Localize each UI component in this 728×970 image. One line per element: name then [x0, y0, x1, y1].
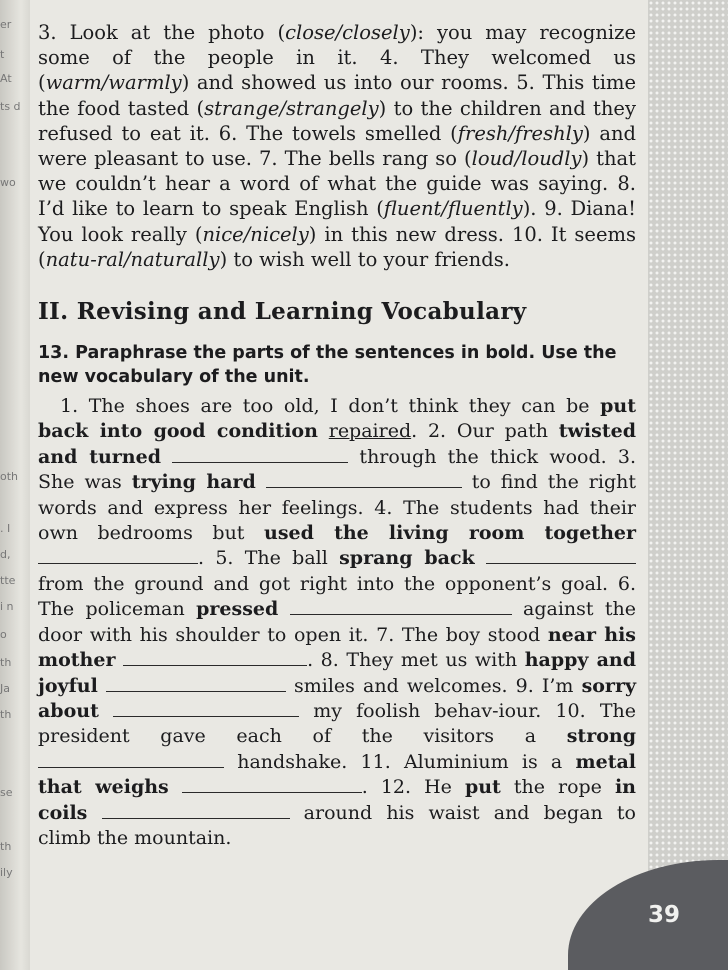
word-option: warm/warmly [45, 71, 182, 95]
answer-blank[interactable] [266, 472, 462, 488]
margin-fragment: tte [0, 574, 16, 587]
margin-fragment: wo [0, 176, 16, 189]
answer-blank[interactable] [113, 701, 299, 717]
margin-fragment: th [0, 708, 12, 721]
page-number: 39 [647, 902, 680, 928]
answer-blank[interactable] [102, 803, 290, 819]
margin-fragment: er [0, 18, 12, 31]
exercise-12-continuation: 3. Look at the photo (close/closely): you may recognize some of the people in it. 4. They welcomed us (warm/warmly) and showed us into our rooms. 5. This time the food tasted (strange/strangely) to the children and they refused to eat it. 6. The towels smelled (fresh/freshly) and were pleasant to use. 7. The bells rang so (loud/loudly) that we couldn’t hear a word of what the guide was saying. 8. I’d like to learn to speak English (fluent/fluently). 9. Diana! You look really (nice/nicely) in this new dress. 10. It seems (natu-ral/naturally) to wish well to your friends. [38, 21, 637, 271]
margin-fragment: ily [0, 866, 13, 879]
answer-blank[interactable] [486, 548, 636, 564]
margin-fragment: th [0, 656, 12, 669]
answer-blank[interactable] [172, 447, 348, 463]
margin-fragment: th [0, 840, 12, 853]
margin-fragment: . I [0, 522, 11, 535]
margin-fragment: ts d [0, 100, 21, 113]
page-content [38, 20, 636, 851]
margin-fragment: o [0, 628, 7, 641]
margin-fragment: t [0, 48, 5, 61]
margin-fragment: oth [0, 470, 19, 483]
word-option: loud/loudly [471, 147, 582, 171]
word-option: natu-ral/naturally [45, 247, 220, 271]
margin-fragment: d, [0, 548, 11, 561]
word-option: close/closely [285, 21, 410, 44]
word-option: fresh/freshly [457, 121, 583, 145]
margin-fragment: At [0, 72, 12, 85]
answer-blank[interactable] [38, 752, 224, 768]
answer-blank[interactable] [106, 676, 286, 692]
word-option: fluent/fluently [383, 197, 523, 221]
decorative-dot-pattern [648, 0, 728, 880]
textbook-page [30, 0, 728, 970]
margin-fragment: Ja [0, 682, 10, 695]
answer-blank[interactable] [38, 548, 198, 564]
answer-blank[interactable] [290, 599, 512, 615]
word-option: strange/strangely [204, 96, 379, 120]
exercise-13-body: 1. The shoes are too old, I don’t think they can be put back into good condition repaired. 2. Our path twisted and turned through the thick wood. 3. She was trying hard to find the right words and express her feelings. 4. The students had their own bedrooms but used the living room together . 5. The ball sprang back from the ground and got right into the opponent’s goal. 6. The policeman pressed against the door with his shoulder to open it. 7. The boy stood near his mother . 8. They met us with happy and joyful smiles and welcomes. 9. I’m sorry about my foolish behav-iour. 10. The president gave each of the visitors a strong handshake. 11. Aluminium is a metal that weighs . 12. He put the rope in coils around his waist and began to climb the mountain. [38, 395, 637, 849]
margin-fragment: se [0, 786, 13, 799]
answer-blank[interactable] [182, 777, 362, 793]
word-option: nice/nicely [202, 222, 309, 246]
adjacent-page-edge [0, 0, 30, 970]
answer-blank[interactable] [123, 650, 307, 666]
section-heading: II. Revising and Learning Vocabulary [38, 298, 527, 326]
exercise-13-instruction: 13. Paraphrase the parts of the sentences in bold. Use the new vocabulary of the unit. [38, 343, 617, 388]
margin-fragment: i n [0, 600, 14, 613]
